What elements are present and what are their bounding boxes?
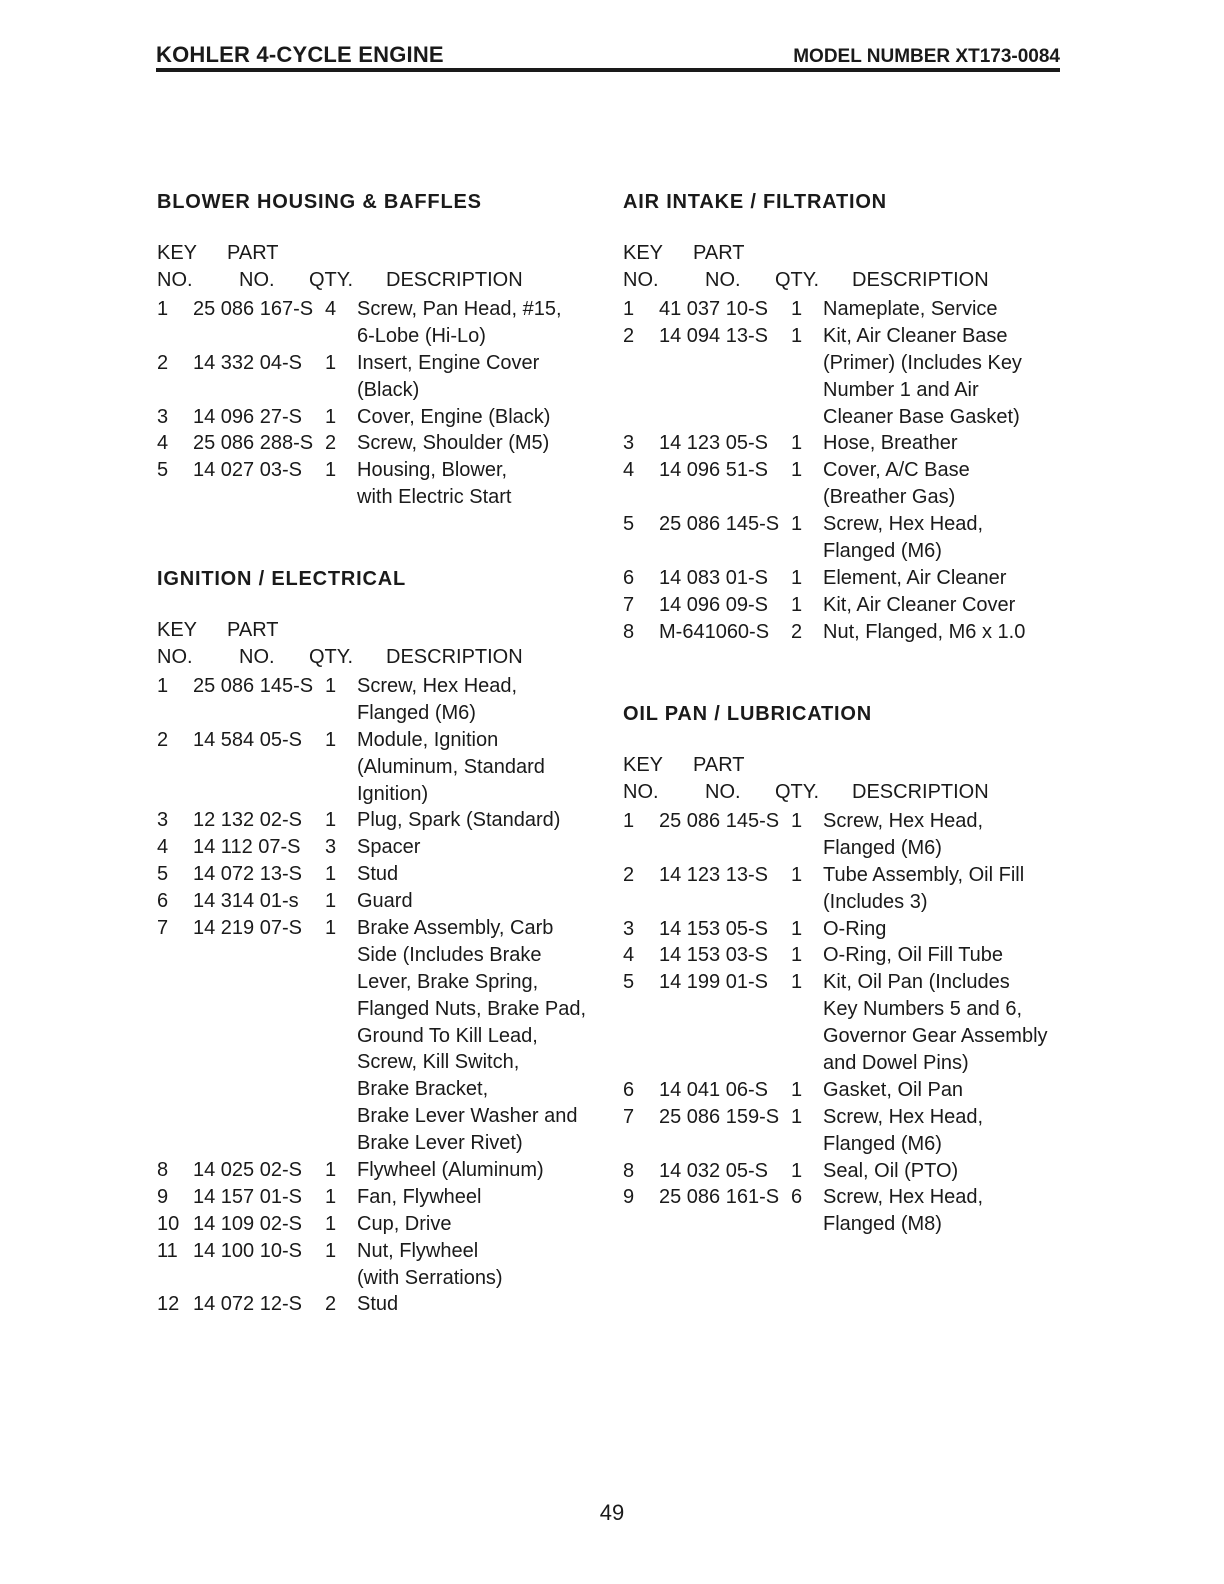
key-number: 3: [157, 809, 169, 832]
quantity: 1: [325, 863, 337, 886]
part-number: 14 027 03-S: [193, 459, 302, 482]
table-row: [623, 808, 1063, 835]
table-row-continuation: [157, 484, 597, 511]
key-number: 5: [157, 459, 169, 482]
col-key-label: KEY: [157, 619, 198, 641]
part-number: 14 153 03-S: [659, 944, 768, 967]
description: Nut, Flywheel: [357, 1239, 479, 1262]
table-row: [157, 915, 597, 942]
description: Kit, Air Cleaner Cover: [823, 593, 1016, 616]
table-row: [623, 862, 1063, 889]
table-row-continuation: [157, 754, 597, 781]
description: O-Ring, Oil Fill Tube: [823, 944, 1004, 967]
description: Screw, Hex Head,: [823, 513, 984, 536]
quantity: 1: [325, 809, 337, 832]
section-blower-housing: [157, 190, 597, 511]
col-part-no-label: NO.: [239, 646, 275, 668]
key-number: 9: [157, 1185, 169, 1208]
description: (Breather Gas): [823, 486, 956, 509]
table-row-continuation: [623, 1050, 1063, 1077]
description: Ignition): [357, 782, 429, 805]
description: Nut, Flanged, M6 x 1.0: [823, 620, 1026, 643]
part-number: 14 032 05-S: [659, 1159, 768, 1182]
description: Number 1 and Air: [823, 378, 979, 401]
key-number: 4: [623, 459, 635, 482]
table-row: [623, 592, 1063, 619]
part-number: 25 086 288-S: [193, 432, 314, 455]
table-row: [157, 296, 597, 323]
description: Hose, Breather: [823, 432, 958, 455]
key-number: 6: [157, 890, 169, 913]
quantity: 1: [325, 1185, 337, 1208]
column-headers: [157, 619, 597, 673]
table-row: [157, 457, 597, 484]
section-title: BLOWER HOUSING & BAFFLES: [157, 191, 482, 213]
table-row-continuation: [623, 484, 1063, 511]
key-number: 8: [623, 620, 635, 643]
section-title: AIR INTAKE / FILTRATION: [623, 191, 887, 213]
col-part-label: PART: [227, 242, 279, 264]
table-row: [157, 834, 597, 861]
part-number: 14 025 02-S: [193, 1159, 302, 1182]
col-qty-label: QTY.: [309, 269, 354, 291]
key-number: 7: [157, 917, 169, 940]
description: Screw, Hex Head,: [357, 675, 518, 697]
table-row: [623, 1184, 1063, 1211]
column-headers: [623, 754, 1063, 808]
part-number: 25 086 167-S: [193, 298, 314, 320]
table-row-continuation: [623, 404, 1063, 431]
part-number: 14 109 02-S: [193, 1212, 302, 1235]
description: Flywheel (Aluminum): [357, 1159, 544, 1182]
table-row-continuation: [157, 969, 597, 996]
description: Lever, Brake Spring,: [357, 970, 539, 993]
key-number: 3: [623, 917, 635, 940]
key-number: 6: [623, 1078, 635, 1101]
table-row: [623, 969, 1063, 996]
col-no-label: NO.: [623, 269, 659, 291]
description: (with Serrations): [357, 1266, 503, 1289]
table-row-continuation: [623, 889, 1063, 916]
table-row-continuation: [623, 377, 1063, 404]
table-row: [623, 942, 1063, 969]
description: Screw, Hex Head,: [823, 810, 984, 832]
col-desc-label: DESCRIPTION: [386, 269, 523, 291]
description: Screw, Hex Head,: [823, 1105, 984, 1128]
description: Insert, Engine Cover: [357, 351, 540, 374]
description: Cleaner Base Gasket): [823, 405, 1020, 428]
description: Cover, A/C Base: [823, 459, 970, 482]
quantity: 1: [325, 1159, 337, 1182]
quantity: 1: [325, 890, 337, 913]
key-number: 5: [623, 971, 635, 994]
table-row-continuation: [623, 1211, 1063, 1238]
model-number: MODEL NUMBER XT173-0084: [793, 46, 1060, 67]
part-number: 14 100 10-S: [193, 1239, 302, 1262]
header-title: KOHLER 4-CYCLE ENGINE: [156, 42, 444, 67]
description: 6-Lobe (Hi-Lo): [357, 324, 486, 347]
part-number: 14 094 13-S: [659, 324, 768, 347]
col-part-label: PART: [693, 242, 745, 264]
part-number: 14 072 12-S: [193, 1293, 302, 1316]
description: Screw, Kill Switch,: [357, 1051, 520, 1074]
description: with Electric Start: [357, 486, 512, 509]
col-part-label: PART: [227, 619, 279, 641]
part-number: 14 083 01-S: [659, 566, 768, 589]
description: Flanged (M8): [823, 1213, 942, 1236]
table-row-continuation: [157, 377, 597, 404]
description: Flanged (M6): [357, 701, 476, 724]
part-number: 25 086 145-S: [659, 513, 780, 536]
quantity: 1: [791, 1105, 803, 1128]
description: (Black): [357, 378, 420, 401]
quantity: 1: [325, 1239, 337, 1262]
key-number: 2: [623, 324, 635, 347]
col-desc-label: DESCRIPTION: [852, 781, 989, 803]
description: Brake Bracket,: [357, 1078, 489, 1101]
section-ignition: [157, 567, 597, 1318]
key-number: 5: [623, 513, 635, 536]
quantity: 1: [325, 1212, 337, 1235]
quantity: 1: [791, 298, 803, 320]
description: Stud: [357, 863, 399, 886]
table-row-continuation: [157, 323, 597, 350]
description: Seal, Oil (PTO): [823, 1159, 959, 1182]
description: Screw, Pan Head, #15,: [357, 298, 562, 320]
table-row-continuation: [157, 1076, 597, 1103]
table-row: [157, 673, 597, 700]
table-row: [623, 323, 1063, 350]
part-number: 14 332 04-S: [193, 351, 302, 374]
part-number: 14 219 07-S: [193, 917, 302, 940]
description: Nameplate, Service: [823, 298, 998, 320]
column-headers: [623, 242, 1063, 296]
table-row: [623, 916, 1063, 943]
table-row: [157, 861, 597, 888]
quantity: 1: [325, 675, 337, 697]
col-desc-label: DESCRIPTION: [852, 269, 989, 291]
description: Stud: [357, 1293, 399, 1316]
key-number: 11: [157, 1239, 178, 1262]
table-row-continuation: [157, 996, 597, 1023]
description: Ground To Kill Lead,: [357, 1024, 538, 1047]
col-key-label: KEY: [623, 754, 664, 776]
part-number: 14 123 05-S: [659, 432, 768, 455]
column-headers: [157, 242, 597, 296]
table-row: [157, 430, 597, 457]
description: (Includes 3): [823, 890, 928, 913]
col-part-no-label: NO.: [239, 269, 275, 291]
key-number: 7: [623, 593, 635, 616]
table-row-continuation: [157, 781, 597, 808]
description: Kit, Air Cleaner Base: [823, 324, 1008, 347]
table-row-continuation: [623, 1023, 1063, 1050]
section-title: IGNITION / ELECTRICAL: [157, 568, 407, 590]
table-row: [157, 1291, 597, 1318]
part-number: 14 096 51-S: [659, 459, 768, 482]
col-no-label: NO.: [623, 781, 659, 803]
key-number: 10: [157, 1212, 180, 1235]
description: Guard: [357, 890, 413, 913]
table-row-continuation: [623, 1131, 1063, 1158]
quantity: 1: [791, 810, 803, 832]
quantity: 1: [325, 405, 337, 428]
table-row: [623, 565, 1063, 592]
quantity: 1: [325, 351, 337, 374]
description: (Aluminum, Standard: [357, 755, 545, 778]
description: Side (Includes Brake: [357, 943, 542, 966]
quantity: 1: [791, 863, 803, 886]
quantity: 6: [791, 1186, 803, 1209]
table-row: [623, 619, 1063, 646]
table-row: [157, 1238, 597, 1265]
table-row-continuation: [157, 1049, 597, 1076]
key-number: 6: [623, 566, 635, 589]
table-row: [623, 1077, 1063, 1104]
key-number: 1: [157, 298, 169, 320]
table-row-continuation: [623, 996, 1063, 1023]
col-part-no-label: NO.: [705, 269, 741, 291]
quantity: 1: [791, 944, 803, 967]
table-row-continuation: [157, 1103, 597, 1130]
description: (Primer) (Includes Key: [823, 351, 1022, 374]
key-number: 5: [157, 863, 169, 886]
key-number: 3: [623, 432, 635, 455]
table-row: [623, 296, 1063, 323]
part-number: 25 086 161-S: [659, 1186, 780, 1209]
key-number: 9: [623, 1186, 635, 1209]
section-air-intake: [623, 190, 1063, 646]
table-row: [623, 430, 1063, 457]
part-number: 25 086 159-S: [659, 1105, 780, 1128]
description: Flanged Nuts, Brake Pad,: [357, 997, 587, 1020]
table-row-continuation: [157, 942, 597, 969]
table-row: [157, 1157, 597, 1184]
quantity: 2: [325, 432, 337, 455]
part-number: 14 123 13-S: [659, 863, 768, 886]
description: Gasket, Oil Pan: [823, 1078, 964, 1101]
col-part-no-label: NO.: [705, 781, 741, 803]
quantity: 1: [325, 459, 337, 482]
part-number: 12 132 02-S: [193, 809, 302, 832]
table-row-continuation: [157, 1023, 597, 1050]
part-number: 25 086 145-S: [193, 675, 314, 697]
part-number: 25 086 145-S: [659, 810, 780, 832]
description: Cup, Drive: [357, 1212, 452, 1235]
quantity: 1: [791, 513, 803, 536]
key-number: 12: [157, 1293, 180, 1316]
description: Brake Lever Rivet): [357, 1132, 523, 1155]
description: Plug, Spark (Standard): [357, 809, 561, 832]
section-oil-pan: [623, 702, 1063, 1238]
key-number: 4: [623, 944, 635, 967]
key-number: 2: [157, 728, 169, 751]
table-row: [157, 727, 597, 754]
table-row-continuation: [157, 1130, 597, 1157]
part-number: 14 157 01-S: [193, 1185, 302, 1208]
key-number: 2: [157, 351, 169, 374]
key-number: 8: [157, 1159, 169, 1182]
quantity: 4: [325, 298, 337, 320]
description: Governor Gear Assembly: [823, 1025, 1048, 1048]
key-number: 2: [623, 863, 635, 886]
key-number: 1: [623, 298, 635, 320]
part-number: 14 041 06-S: [659, 1078, 768, 1101]
quantity: 2: [325, 1293, 337, 1316]
quantity: 1: [791, 593, 803, 616]
col-no-label: NO.: [157, 646, 193, 668]
part-number: 41 037 10-S: [659, 298, 768, 320]
page-number: 49: [599, 1500, 625, 1525]
description: Tube Assembly, Oil Fill: [823, 863, 1025, 886]
part-number: 14 072 13-S: [193, 863, 302, 886]
table-row: [157, 1184, 597, 1211]
quantity: 1: [791, 1078, 803, 1101]
key-number: 7: [623, 1105, 635, 1128]
description: O-Ring: [823, 917, 887, 940]
quantity: 1: [791, 566, 803, 589]
quantity: 1: [791, 971, 803, 994]
description: Housing, Blower,: [357, 459, 508, 482]
quantity: 1: [791, 459, 803, 482]
description: Screw, Hex Head,: [823, 1186, 984, 1209]
table-row: [623, 457, 1063, 484]
table-row: [157, 404, 597, 431]
quantity: 1: [325, 917, 337, 940]
quantity: 2: [791, 620, 803, 643]
description: Key Numbers 5 and 6,: [823, 998, 1022, 1021]
col-desc-label: DESCRIPTION: [386, 646, 523, 668]
key-number: 4: [157, 836, 169, 859]
quantity: 3: [325, 836, 337, 859]
table-row-continuation: [623, 538, 1063, 565]
key-number: 1: [623, 810, 635, 832]
page-header: [156, 42, 1060, 72]
table-row-continuation: [157, 700, 597, 727]
key-number: 3: [157, 405, 169, 428]
col-no-label: NO.: [157, 269, 193, 291]
part-number: 14 096 09-S: [659, 593, 768, 616]
part-number: M-641060-S: [659, 620, 770, 643]
col-qty-label: QTY.: [775, 781, 820, 803]
table-row-continuation: [157, 1265, 597, 1292]
table-row-continuation: [623, 350, 1063, 377]
description: Brake Assembly, Carb: [357, 917, 554, 940]
col-qty-label: QTY.: [309, 646, 354, 668]
part-number: 14 314 01-s: [193, 890, 299, 913]
description: Element, Air Cleaner: [823, 566, 1007, 589]
part-number: 14 112 07-S: [193, 836, 301, 859]
key-number: 1: [157, 675, 169, 697]
col-key-label: KEY: [623, 242, 664, 264]
quantity: 1: [791, 432, 803, 455]
description: Screw, Shoulder (M5): [357, 432, 550, 455]
section-title: OIL PAN / LUBRICATION: [623, 703, 873, 725]
quantity: 1: [791, 324, 803, 347]
table-row: [157, 888, 597, 915]
description: Module, Ignition: [357, 728, 499, 751]
table-row: [623, 1104, 1063, 1131]
part-number: 14 096 27-S: [193, 405, 302, 428]
col-qty-label: QTY.: [775, 269, 820, 291]
description: Fan, Flywheel: [357, 1185, 482, 1208]
description: Cover, Engine (Black): [357, 405, 551, 428]
part-number: 14 199 01-S: [659, 971, 768, 994]
description: Kit, Oil Pan (Includes: [823, 971, 1010, 994]
part-number: 14 153 05-S: [659, 917, 768, 940]
description: Flanged (M6): [823, 836, 942, 859]
table-row: [157, 1211, 597, 1238]
key-number: 8: [623, 1159, 635, 1182]
quantity: 1: [791, 1159, 803, 1182]
part-number: 14 584 05-S: [193, 728, 302, 751]
col-part-label: PART: [693, 754, 745, 776]
table-row: [623, 511, 1063, 538]
table-row-continuation: [623, 835, 1063, 862]
description: Spacer: [357, 836, 421, 859]
col-key-label: KEY: [157, 242, 198, 264]
table-row: [157, 350, 597, 377]
table-row: [623, 1158, 1063, 1185]
quantity: 1: [791, 917, 803, 940]
description: Brake Lever Washer and: [357, 1105, 578, 1128]
description: Flanged (M6): [823, 540, 942, 563]
quantity: 1: [325, 728, 337, 751]
key-number: 4: [157, 432, 169, 455]
description: and Dowel Pins): [823, 1052, 969, 1075]
table-row: [157, 807, 597, 834]
description: Flanged (M6): [823, 1132, 942, 1155]
